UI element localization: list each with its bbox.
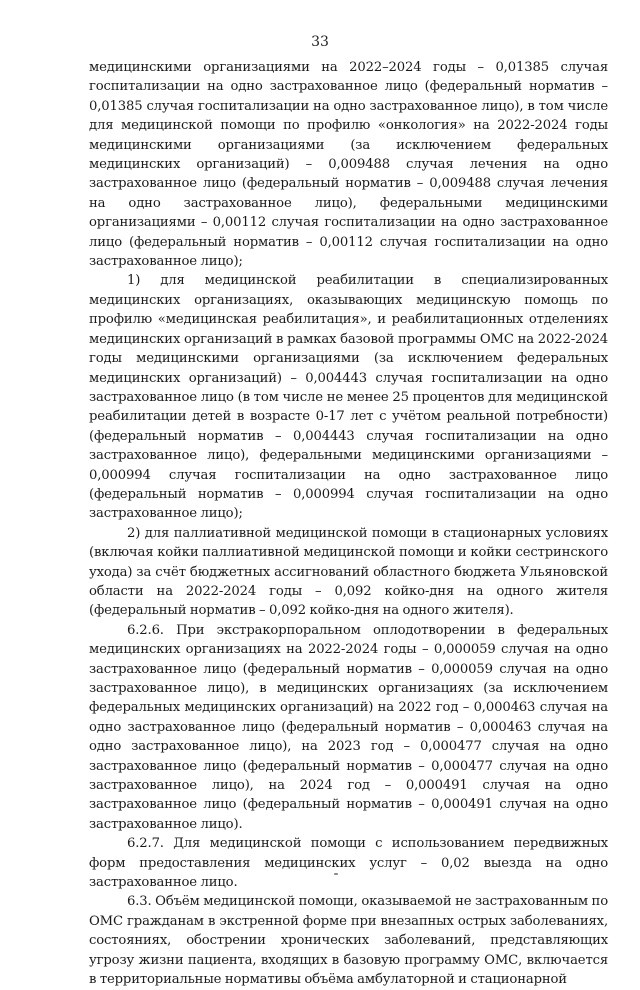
paragraph-continuation: медицинскими организациями на 2022–2024 годы – 0,01385 случая госпитализации на одно застрахованное лицо (федеральный норматив – 0,01385 случая госпитализации на одно застрахованное лицо), в том числе для медицинской помощи по профилю «онкология» на 2022-2024 годы медицинскими организациями (за исключением федеральных медицинских организаций) – 0,009488 случая лечения на одно застрахованное лицо (федеральный норматив – 0,009488 случая лечения на одно застрахованное лицо), федеральными медицинскими организациями – 0,00112 случая госпитализации на одно застрахованное лицо (федеральный норматив – 0,00112 случая госпитализации на одно застрахованное лицо); [89,60,608,270]
paragraph-rehabilitation: 1) для медицинской реабилитации в специализированных медицинских организациях, оказывающих медицинскую помощь по профилю «медицинская реабилитация», и реабилитационных отделениях медицинских организаций в рамках базовой программы ОМС на 2022-2024 годы медицинскими организациями (за исключением федеральных медицинских организаций) – 0,004443 случая госпитализации на одно застрахованное лицо (в том числе не менее 25 процентов для медицинской реабилитации детей в возрасте 0-17 лет с учётом реальной потребности) (федеральный норматив – 0,004443 случая госпитализации на одно застрахованное лицо), федеральными медицинскими организациями – 0,000994 случая госпитализации на одно застрахованное лицо (федеральный норматив – 0,000994 случая госпитализации на одно застрахованное лицо); [89,273,608,522]
paragraph-6-3-emergency-care: 6.3. Объём медицинской помощи, оказываемой не застрахованным по ОМС гражданам в экстренной форме при внезапных острых заболеваниях, состояниях, обострении хронических заболеваний, представляющих угрозу жизни пациента, входящих в базовую программу ОМС, включается в территориальные нормативы объёма амбулаторной и стационарной [89,894,608,988]
paragraph-palliative-care: 2) для паллиативной медицинской помощи в стационарных условиях (включая койки паллиативной медицинской помощи и койки сестринского ухода) за счёт бюджетных ассигнований областного бюджета Ульяновской области на 2022-2024 годы – 0,092 койко-дня на одного жителя (федеральный норматив – 0,092 койко-дня на одного жителя). [89,525,608,619]
paragraph-6-2-6-ivf: 6.2.6. При экстракорпоральном оплодотворении в федеральных медицинских организациях на 2022-2024 годы – 0,000059 случая на одно застрахованное лицо (федеральный норматив – 0,000059 случая на одно застрахованное лицо), в медицинских организациях (за исключением федеральных медицинских организаций) на 2022 год – 0,000463 случая на одно застрахованное лицо (федеральный норматив – 0,000463 случая на одно застрахованное лицо), на 2023 год – 0,000477 случая на одно застрахованное лицо (федеральный норматив – 0,000477 случая на одно застрахованное лицо), на 2024 год – 0,000491 случая на одно застрахованное лицо (федеральный норматив – 0,000491 случая на одно застрахованное лицо). [89,622,608,832]
document-body [89,58,608,990]
scan-artifact-mark [334,873,338,875]
page-number: 33 [311,34,329,50]
paragraph-6-2-7-mobile-services: 6.2.7. Для медицинской помощи с использованием передвижных форм предоставления медицинских услуг – 0,02 выезда на одно застрахованное лицо. [89,836,608,891]
